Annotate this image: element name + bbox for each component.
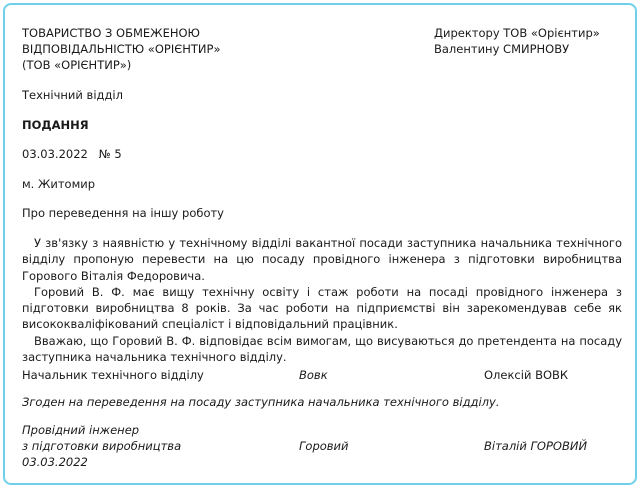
date-number: 03.03.2022 № 5 [22,147,122,161]
org-name-line1: ТОВАРИСТВО З ОБМЕЖЕНОЮ [22,26,200,40]
body-paragraph-2: Горовий В. Ф. має вищу технічну освіту і стаж роботи на посаді провідного інженера з підготовки виробництва 8 років. За час роботи на підприємстві він зарекомендував себе як висококваліфікований спеціаліст і відповідальний працівник. [22,284,622,332]
body-paragraph-3: Вважаю, що Горовий В. Ф. відповідає всім вимогам, що висуваються до претендента на посаду заступника начальника технічного відділу. [22,333,622,365]
body-paragraph-1: У зв'язку з наявністю у технічному відділі вакантної посади заступника начальника технічного відділу пропоную перевести на цю посаду провідного інженера з підготовки виробництва Горового Віталія Федоровича. [22,236,622,283]
department: Технічний відділ [22,88,123,102]
document-body [22,235,622,365]
head-name: Олексій ВОВК [484,368,569,382]
document-type: ПОДАННЯ [22,118,89,132]
subject: Про переведення на іншу роботу [22,206,224,220]
place: м. Житомир [22,177,96,191]
org-name-line3: (ТОВ «ОРІЄНТИР») [22,58,132,72]
addressee-line2: Валентину СМИРНОВУ [434,42,570,56]
consent-note: Згоден на переведення на посаду заступника начальника технічного відділу. [22,395,500,409]
org-name-line2: ВІДПОВІДАЛЬНІСТЮ «ОРІЄНТИР» [22,42,221,56]
employee-date: 03.03.2022 [22,455,88,469]
employee-signature: Горовий [299,439,349,453]
employee-position-line1: Провідний інженер [22,423,140,437]
head-position: Начальник технічного відділу [22,368,204,382]
document-page [3,3,637,485]
addressee-line1: Директору ТОВ «Орієнтир» [434,26,600,40]
head-signature: Вовк [299,368,328,382]
employee-position-line2: з підготовки виробництва [22,439,182,453]
employee-name: Віталій ГОРОВИЙ [484,439,588,453]
